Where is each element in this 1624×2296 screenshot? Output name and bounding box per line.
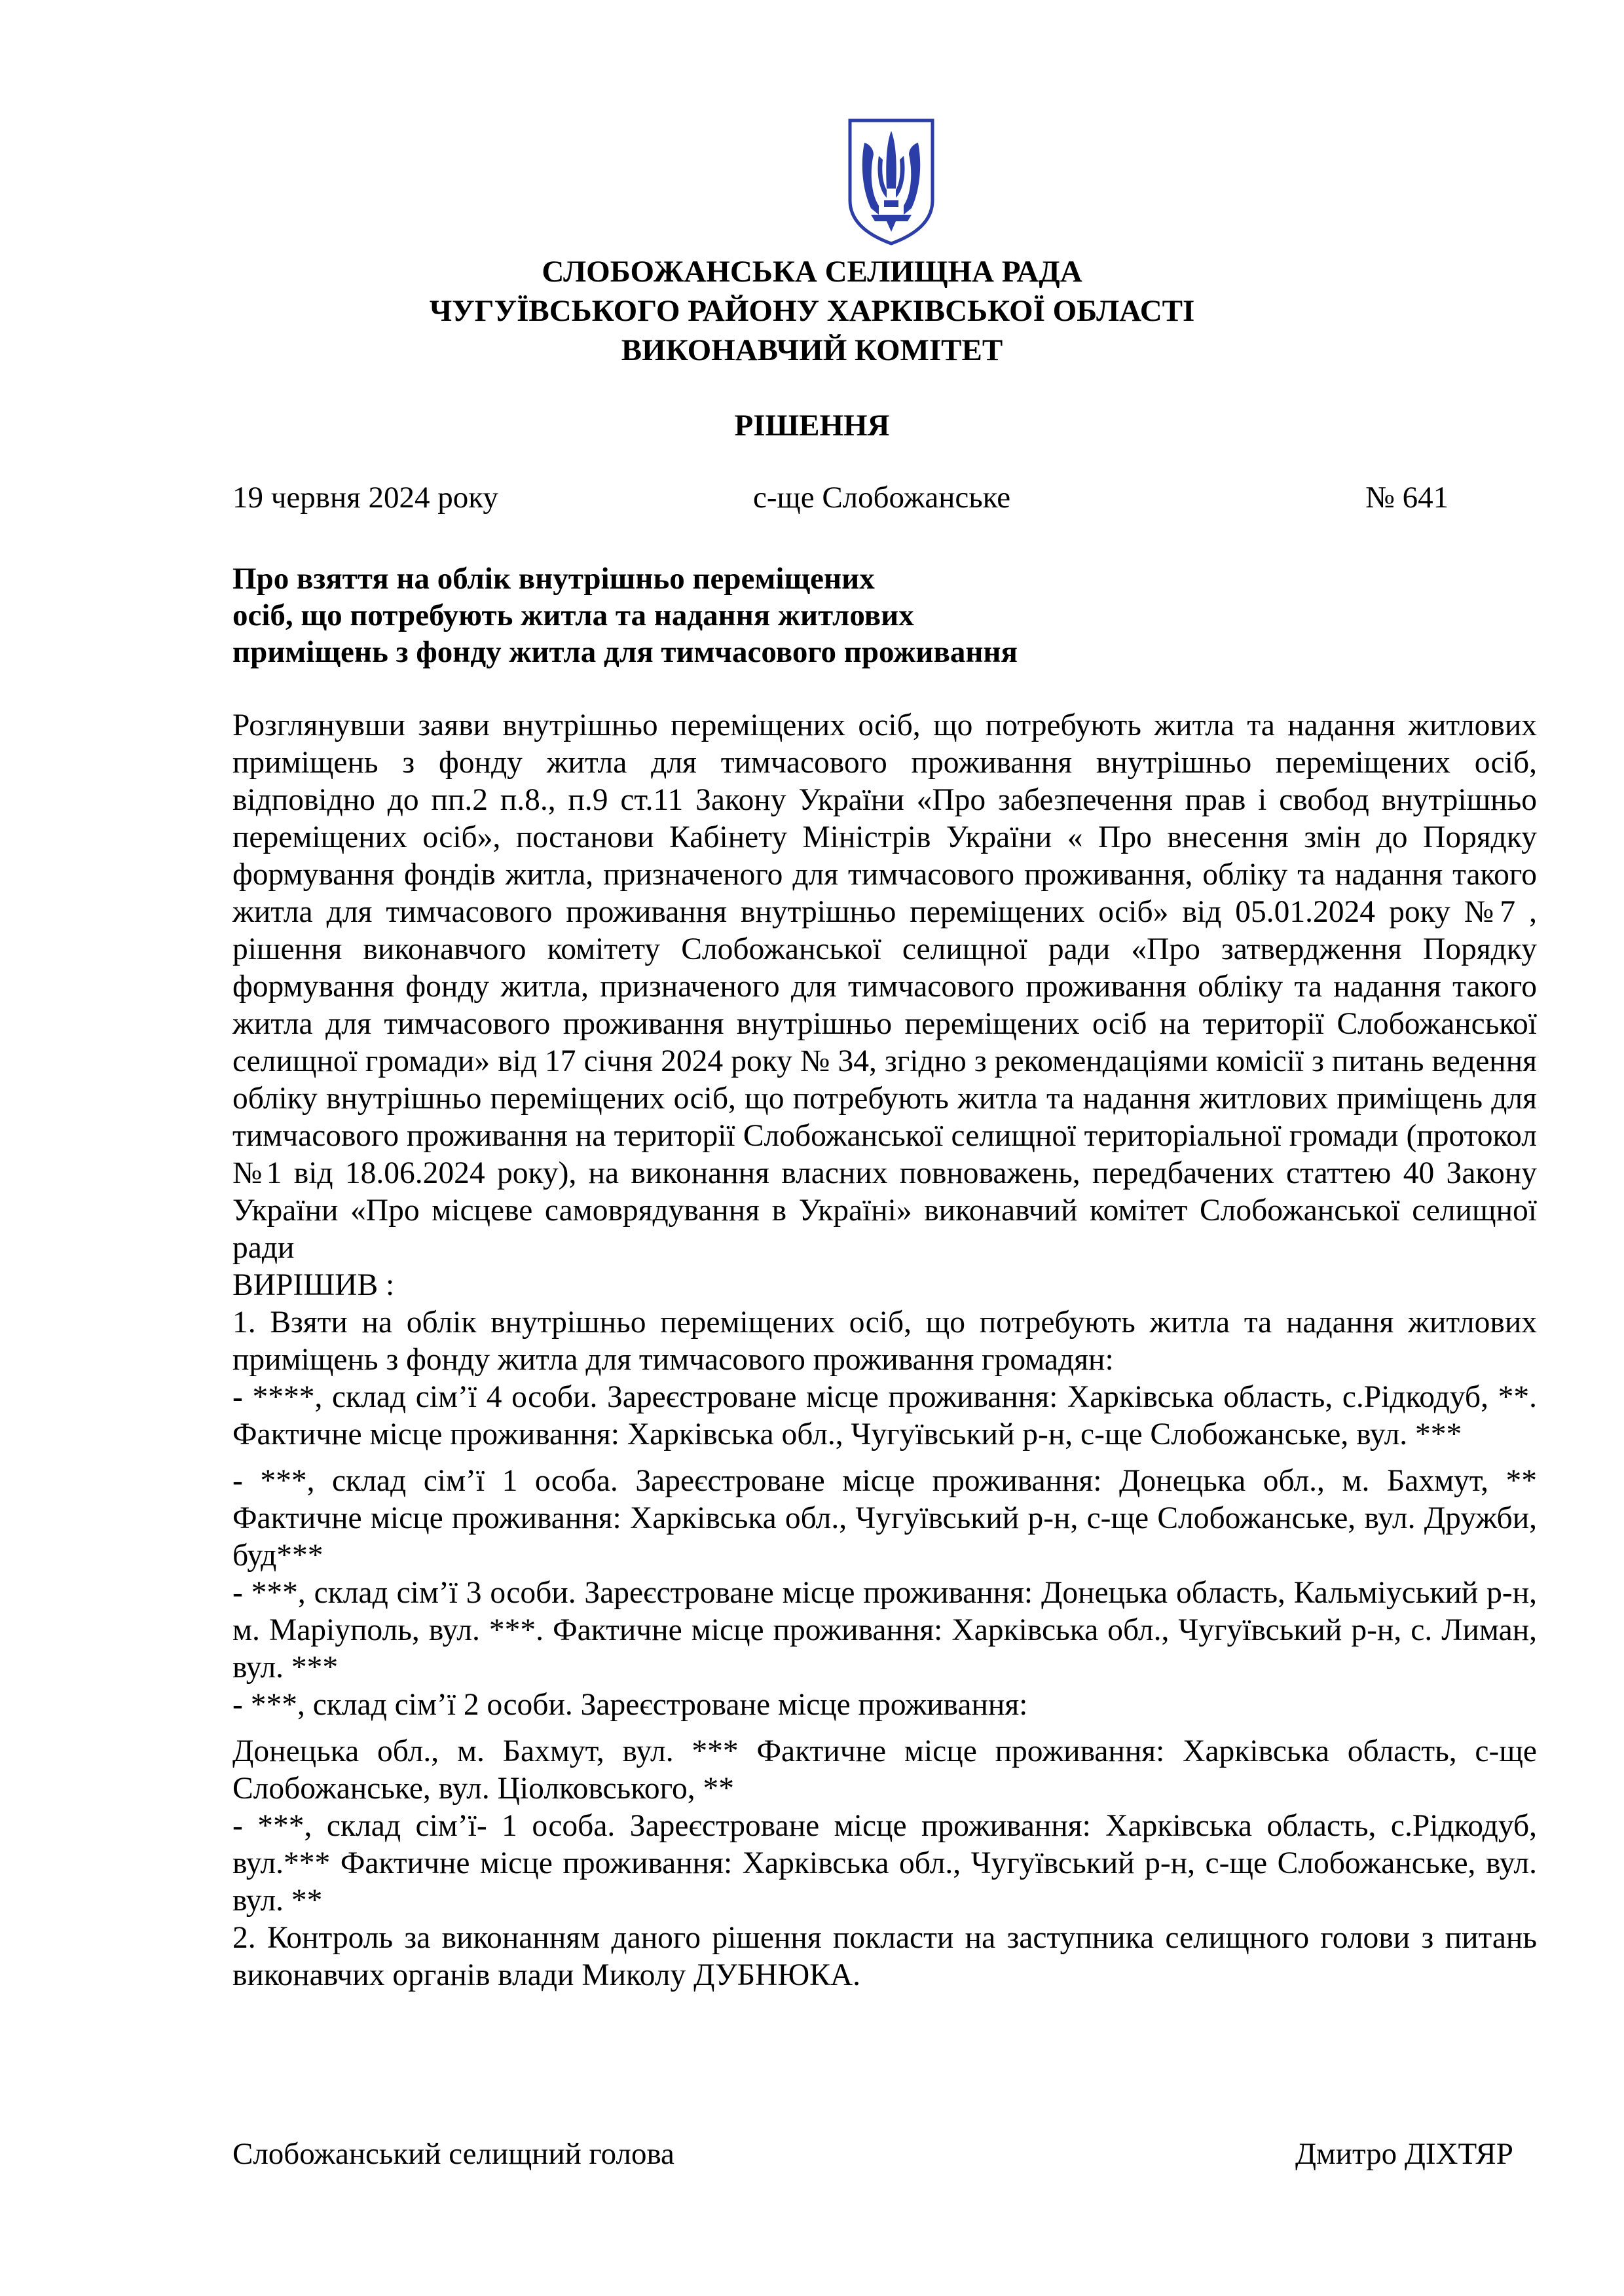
entry-dash: - xyxy=(232,1380,243,1414)
decision-place: с-ще Слобожанське xyxy=(753,481,1011,515)
item-2-paragraph: 2. Контроль за виконанням даного рішення покласти на заступника селищного голови з питань виконавчих органів влади Миколу ДУБНЮКА. xyxy=(232,1921,1537,1992)
decision-number: № 641 xyxy=(1365,481,1449,515)
person-entry-continuation: Донецька обл., м. Бахмут, вул. *** Фактичне місце проживання: Харківська область, с-ще Слобожанське, вул. Ціолковського, ** xyxy=(232,1734,1537,1806)
document-type-title: РІШЕННЯ xyxy=(734,409,890,443)
decision-subject xyxy=(232,560,1215,670)
subject-line: приміщень з фонду житла для тимчасового проживання xyxy=(232,635,1018,669)
person-entry: - ***, склад сім’ї 2 особи. Зареєстроване місце проживання: xyxy=(232,1688,1028,1722)
org-line-district: ЧУГУЇВСЬКОГО РАЙОНУ ХАРКІВСЬКОЇ ОБЛАСТІ xyxy=(429,294,1195,328)
tryzub-coat-of-arms-icon xyxy=(845,117,938,247)
subject-line: осіб, що потребують житла та надання житлових xyxy=(232,598,914,632)
organization-heading xyxy=(0,252,1624,370)
subject-line: Про взяття на облік внутрішньо переміщених xyxy=(232,562,875,596)
org-line-committee: ВИКОНАВЧИЙ КОМІТЕТ xyxy=(621,333,1003,367)
person-entry: - ***, склад сім’ї- 1 особа. Зареєстроване місце проживання: Харківська область, с.Рідкодуб, вул.*** Фактичне місце проживання: Харківська обл., Чугуївський р-н, с-ще Слобожанське, вул. вул. ** xyxy=(232,1809,1537,1918)
decision-body xyxy=(232,707,1537,1994)
person-entry: - ***, склад сім’ї 3 особи. Зареєстроване місце проживання: Донецька область, Кальміуський р-н, м. Маріуполь, вул. ***. Фактичне місце проживання: Харківська обл., Чугуївський р-н, с. Лиман, вул. *** xyxy=(232,1576,1537,1685)
preamble-paragraph: Розглянувши заяви внутрішньо переміщених осіб, що потребують житла та надання житлових приміщень з фонду житла для тимчасового проживання внутрішньо переміщених осіб, відповідно до пп.2 п.8., п.9 ст.11 Закону України «Про забезпечення прав і свобод внутрішньо переміщених осіб», постанови Кабінету Міністрів України « Про внесення змін до Порядку формування фондів житла, призначеного для тимчасового проживання, обліку та надання такого житла для тимчасового проживання внутрішньо переміщених осіб» від 05.01.2024 року №7 , рішення виконавчого комітету Слобожанської селищної ради «Про затвердження Порядку формування фонду житла, призначеного для тимчасового проживання обліку та надання такого житла для тимчасового проживання внутрішньо переміщених осіб на території Слобожанської селищної громади» від 17 січня 2024 року № 34, згідно з рекомендаціями комісії з питань ведення обліку внутрішньо переміщених осіб, що потребують житла та надання житлових приміщень для тимчасового проживання на території Слобожанської селищної територіальної громади (протокол №1 від 18.06.2024 року), на виконання власних повноважень, передбачених статтею 40 Закону України «Про місцеве самоврядування в Україні» виконавчий комітет Слобожанської селищної ради xyxy=(232,708,1537,1265)
person-entry xyxy=(232,1379,1537,1453)
signatory-title: Слобожанський селищний голова xyxy=(232,2137,674,2171)
decision-date: 19 червня 2024 року xyxy=(232,481,498,515)
person-entry-text: ****, склад сім’ї 4 особи. Зареєстроване місце проживання: Харківська область, с.Рідкодуб, **. Фактичне місце проживання: Харківська обл., Чугуївський р-н, с-ще Слобожанське, вул. *** xyxy=(232,1380,1537,1451)
person-entry: - ***, склад сім’ї 1 особа. Зареєстроване місце проживання: Донецька обл., м. Бахмут, ** Фактичне місце проживання: Харківська обл., Чугуївський р-н, с-ще Слобожанське, вул. Дружби, буд*** xyxy=(232,1464,1537,1573)
org-line-council: СЛОБОЖАНСЬКА СЕЛИЩНА РАДА xyxy=(542,255,1082,289)
decision-word: ВИРІШИВ : xyxy=(232,1268,395,1302)
signatory-name: Дмитро ДІХТЯР xyxy=(1295,2137,1513,2171)
item-1-paragraph: 1. Взяти на облік внутрішньо переміщених осіб, що потребують житла та надання житлових приміщень з фонду житла для тимчасового проживання громадян: xyxy=(232,1305,1537,1377)
